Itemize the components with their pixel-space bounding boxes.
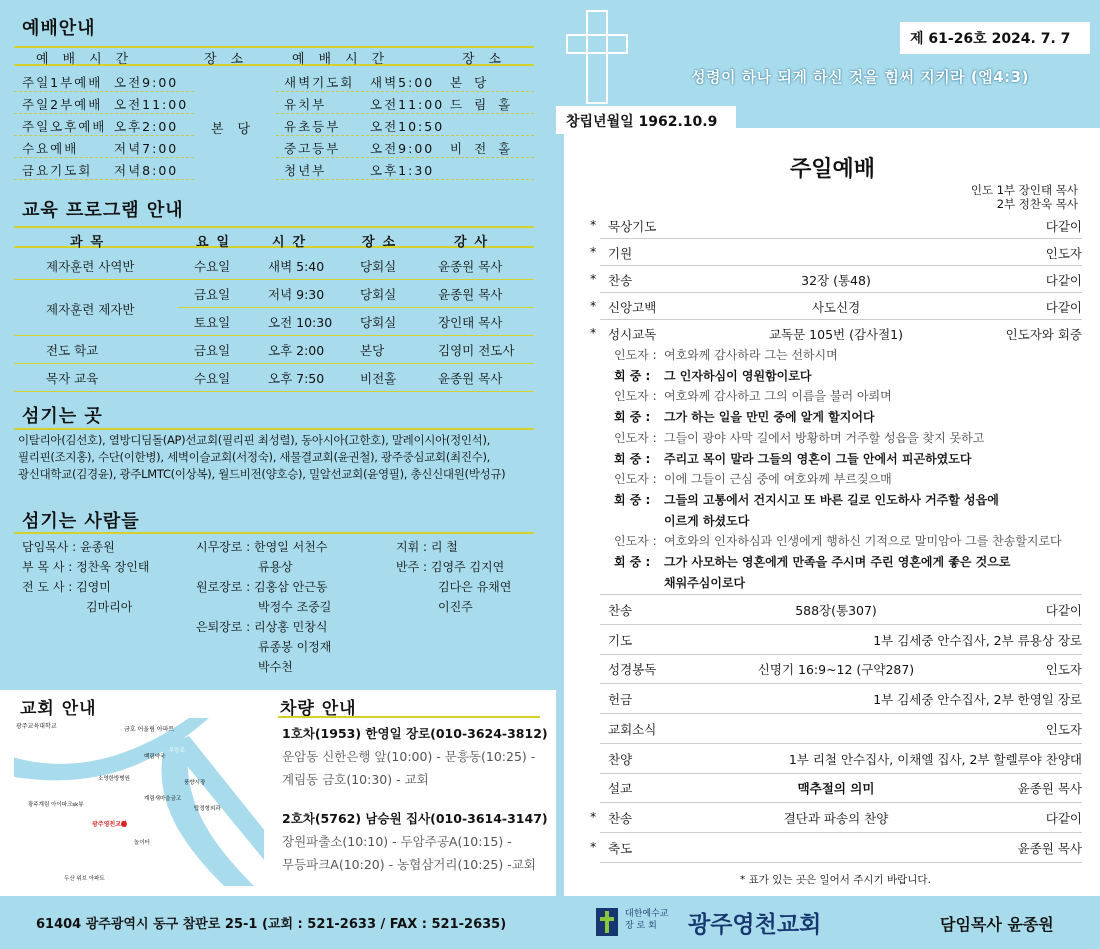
cross-icon [586,10,608,104]
item-leader: 인도자 [1045,721,1082,737]
car2-route: 장원파출소(10:10) - 두암주공A(10:15) - [282,834,512,849]
responsive-line [614,573,745,593]
worship-time: 오전11:00 [370,97,445,112]
item-divider [600,743,1082,744]
standing-mark: * [590,808,597,824]
worship-header-place2: 장소 [462,52,516,67]
edu-header-place: 장소 [362,235,404,250]
map-label: 광주계림 아이파크sk뷰 [28,802,84,808]
people-entry: 지휘 : 리 철 [396,540,458,554]
edu-header-subject: 과목 [70,235,112,250]
vehicle-rule [278,716,540,718]
denomination [625,908,668,932]
church-name: 광주영천교회 [688,912,822,938]
worship-name: 금요기도회 [22,163,93,178]
edu-subject: 전도 학교 [46,343,99,358]
item-name: 기원 [608,246,633,261]
founded-date: 창립년월일 1962.10.9 [556,106,736,134]
map-label: 탑정형외과 [194,806,221,812]
missions-line: 광신대학교(김경윤), 광주LMTC(이상복), 월드비전(양호승), 밀알선교회(윤영필), 총신신대원(박성규) [18,467,506,481]
worship-header-time: 예배시간 [36,52,143,67]
responsive-line [614,386,892,406]
edu-header-teacher: 강사 [454,235,496,250]
item-leader: 1부 리철 안수집사, 이채엘 집사, 2부 할렐루야 찬양대 [788,751,1082,767]
edu-header-time: 시간 [272,235,314,250]
missions-title: 섬기는 곳 [22,406,103,427]
worship-time: 오전9:00 [370,141,435,156]
worship-title: 예배안내 [22,18,96,39]
standing-mark: * [590,244,597,259]
map-label: 광주영천교회 [92,821,127,828]
reading-text: 이에 그들이 근심 중에 여호와께 부르짖으매 [664,472,892,487]
row-divider [276,179,534,180]
people-entry: 류종봉 이정재 [258,640,332,654]
standing-mark: * [590,838,597,854]
theme-verse: 성령이 하나 되게 하신 것을 힘써 지키라 (엡4:3) [691,68,1029,86]
speaker: 회 중 : [614,451,651,466]
edu-time: 오후 7:50 [268,371,325,386]
item-divider [600,832,1082,833]
map-label: 풍향시장 [184,780,206,786]
edu-day: 토요일 [194,315,231,330]
people-col1 [22,537,149,617]
edu-header-day: 요일 [196,235,238,250]
item-detail: 588장(통307) [795,603,877,618]
worship-name: 주일1부예배 [22,75,103,90]
edu-day: 수요일 [194,259,231,274]
worship-place: 본당 [450,75,499,90]
worship-time: 오전11:00 [114,97,189,112]
worship-name: 유치부 [284,97,327,112]
people-entry: 이진주 [438,600,473,614]
item-name: 헌금 [608,692,633,708]
education-header [14,226,534,248]
map-label: 광주교육대학교 [16,723,57,730]
car1-route: 운암동 신한은행 앞(10:00) - 문흥동(10:25) - [282,749,536,764]
responsive-line [614,469,892,489]
speaker: 인도자 : [614,430,657,445]
church-logo-icon [594,906,620,938]
map-label: 두산 위브 아파트 [64,876,105,882]
item-divider [600,238,1082,239]
worship-time: 오전10:50 [370,119,445,134]
speaker: 인도자 : [614,472,657,487]
worship-time: 오후1:30 [370,163,435,178]
map-label: 두암지구입구 [219,842,251,848]
missions-line: 이탈리아(김선호), 열방디딤돌(AP)선교회(필리핀 최성렬), 동아시아(고한호), 말레이시아(정인석), [18,433,491,447]
item-leader: 인도자 [1045,246,1082,261]
item-detail: 신명기 16:9~12 (구약287) [757,662,915,678]
worship-name: 청년부 [284,163,327,178]
people-col2 [196,537,331,677]
edu-time: 오전 10:30 [268,315,333,330]
people-entry: 반주 : 김영주 김지연 [396,560,505,574]
worship-main-place: 본당 [211,122,265,137]
worship-name: 주일오후예배 [22,119,107,134]
responsive-line [614,345,838,365]
people-col3 [396,537,511,617]
leader-line: 인도 1부 장인태 목사 [970,183,1078,197]
reading-text: 그가 하는 일을 만민 중에 알게 할지어다 [664,410,875,425]
item-divider [600,319,1082,320]
worship-name: 수요예배 [22,141,79,156]
responsive-line [614,511,749,531]
people-entry: 류용상 [258,560,293,574]
edu-teacher: 윤종원 목사 [438,287,503,302]
edu-subject: 목자 교육 [46,371,99,386]
edu-subject: 제자훈련 사역반 [46,259,135,274]
item-divider [600,624,1082,625]
edu-time: 오후 2:00 [268,343,325,358]
vehicle-info [282,722,548,876]
education-row [14,364,534,392]
car1-route: 계림동 금호(10:30) - 교회 [282,772,429,787]
people-entry: 시무장로 : 한영일 서천수 [196,540,328,554]
responsive-line [614,407,875,427]
map-label: 계림새마을금고 [144,796,182,802]
item-leader: 1부 김세중 안수집사, 2부 한영일 장로 [873,692,1082,708]
worship-row [14,158,534,180]
worship-name: 유초등부 [284,119,341,134]
reading-text: 여호와께 감사하고 그의 이름을 불러 아뢰며 [664,389,892,404]
missions-rule [14,428,534,430]
edu-time: 새벽 5:40 [268,259,325,274]
car2-head: 2호차(5762) 남승원 집사(010-3614-3147) [282,811,548,826]
row-divider [14,391,534,392]
education-row [14,280,534,317]
worship-header-time2: 예배시간 [292,52,399,67]
item-divider [600,802,1082,803]
edu-teacher: 윤종원 목사 [438,371,503,386]
edu-place: 당회실 [360,287,397,302]
worship-row [14,70,534,92]
issue-number: 제 61-26호 2024. 7. 7 [900,22,1090,54]
responsive-line [614,428,984,448]
speaker: 회 중 : [614,368,651,383]
people-entry: 박정수 조중길 [258,600,332,614]
worship-name: 주일2부예배 [22,97,103,112]
item-leader: 다같이 [1045,810,1082,826]
cross-icon-arm [566,34,628,54]
edu-teacher: 김영미 전도사 [438,343,515,358]
education-row [14,252,534,280]
reading-text: 여호와께 감사하라 그는 선하시며 [664,348,838,362]
vehicle-title: 차량 안내 [280,699,357,719]
people-entry: 원로장로 : 김홍삼 안근동 [196,580,328,594]
item-leader: 인도자 [1045,662,1082,678]
reading-text: 그가 사모하는 영혼에게 만족을 주시며 주린 영혼에게 좋은 것으로 [664,555,1011,569]
reading-text: 그들이 광야 사막 길에서 방황하며 거주할 성읍을 찾지 못하고 [664,430,985,445]
item-name: 찬송 [608,603,633,618]
item-name: 교회소식 [608,721,657,737]
item-name: 찬송 [608,810,633,826]
reading-text: 여호와의 인자하심과 인생에게 행하신 기적으로 말미암아 그를 찬송할지로다 [664,534,1062,549]
edu-place: 당회실 [360,259,397,274]
item-name: 묵상기도 [608,219,657,234]
edu-time: 저녁 9:30 [268,287,325,302]
edu-day: 금요일 [194,287,231,302]
item-name: 찬양 [608,751,633,767]
row-divider [14,179,194,180]
worship-row [14,136,534,158]
edu-place: 당회실 [360,315,397,330]
service-title: 주일예배 [790,157,876,182]
item-leader: 윤종원 목사 [1017,840,1082,856]
standing-mark: * [590,217,597,232]
item-leader: 다같이 [1045,603,1082,618]
standing-mark: * [590,298,597,313]
education-title: 교육 프로그램 안내 [22,200,184,221]
item-detail: 사도신경 [811,300,861,315]
leader-line: 2부 정찬욱 목사 [996,197,1078,211]
worship-time: 저녁8:00 [114,163,179,178]
reading-text: 채워주심이로다 [664,575,746,590]
car2-route: 무등파크A(10:20) - 농협삼거리(10:25) -교회 [282,857,536,872]
item-leader: 1부 김세중 안수집사, 2부 류용상 장로 [873,632,1082,648]
item-detail: 맥추절의 의미 [797,781,875,797]
worship-time: 새벽5:00 [370,75,435,90]
item-leader: 인도자와 회중 [1005,327,1082,342]
map-label: 소영한방병원 [98,776,130,782]
item-divider [600,683,1082,684]
item-detail: 32장 (통48) [801,273,871,288]
item-leader: 다같이 [1045,273,1082,288]
church-map [14,716,264,886]
item-leader: 다같이 [1045,219,1082,234]
worship-time: 저녁7:00 [114,141,179,156]
item-detail: 결단과 파송의 찬양 [783,810,889,826]
missions-list [18,432,538,483]
worship-name: 중고등부 [284,141,341,156]
standing-note: * 표가 있는 곳은 일어서 주시기 바랍니다. [740,874,931,886]
people-entry: 은퇴장로 : 리상홍 민창식 [196,620,328,634]
edu-teacher: 장인태 목사 [438,315,503,330]
speaker: 회 중 : [614,555,651,569]
edu-subject: 제자훈련 제자반 [46,302,135,317]
responsive-line [614,366,811,386]
map-label: 금호 어울림 아파트 [124,726,175,733]
speaker: 회 중 : [614,492,651,507]
worship-time: 오전9:00 [114,75,179,90]
item-name: 성경봉독 [608,662,657,678]
edu-day: 금요일 [194,343,231,358]
item-name: 설교 [608,781,633,797]
map-label: 무등로 [169,748,185,754]
denomination-line: 장 로 회 [625,921,657,931]
worship-name: 새벽기도회 [284,75,355,90]
item-leader: 다같이 [1045,300,1082,315]
item-divider [600,713,1082,714]
people-entry: 부 목 사 : 정찬욱 장인태 [22,560,150,574]
service-leaders [950,183,1078,211]
speaker: 인도자 : [614,348,657,362]
edu-day: 수요일 [194,371,231,386]
reading-text: 그들의 고통에서 건지시고 또 바른 길로 인도하사 거주할 성읍에 [664,492,999,507]
item-divider [600,773,1082,774]
map-label: 백림약국 [144,754,166,760]
item-detail: 교독문 105번 (감사절1) [768,327,904,342]
denomination-line: 대한예수교 [625,909,669,919]
worship-header-place: 장소 [204,52,258,67]
item-divider [600,654,1082,655]
item-name: 기도 [608,632,633,648]
standing-mark: * [590,325,597,340]
reading-text: 이르게 하셨도다 [664,513,750,528]
people-entry: 김다은 유채연 [438,580,512,594]
edu-place: 본당 [360,343,385,358]
people-rule [14,532,534,534]
item-name: 축도 [608,840,633,856]
car1-head: 1호차(1953) 한영일 장로(010-3624-3812) [282,726,548,741]
item-divider [600,265,1082,266]
people-entry: 전 도 사 : 김영미 [22,580,111,594]
worship-time: 오후2:00 [114,119,179,134]
church-address: 61404 광주광역시 동구 참판로 25-1 (교회 : 521-2633 / FAX : 521-2635) [36,917,507,932]
worship-table [14,46,534,186]
worship-place: 비전홀 [450,141,523,156]
standing-mark: * [590,271,597,286]
people-title: 섬기는 사람들 [22,511,140,532]
people-entry: 김마리아 [86,600,133,614]
worship-row [14,92,534,114]
item-divider [600,862,1082,863]
education-row [14,336,534,364]
map-label: 놀이터 [134,840,150,846]
item-name: 성시교독 [608,327,657,342]
responsive-line [614,449,971,469]
reading-text: 그 인자하심이 영원함이로다 [664,368,812,383]
item-divider [600,292,1082,293]
edu-teacher: 윤종원 목사 [438,259,503,274]
item-name: 찬송 [608,273,633,288]
people-entry: 박수천 [258,660,293,674]
speaker: 인도자 : [614,389,657,404]
worship-place: 드림홀 [450,97,523,112]
edu-place: 비전홀 [360,371,397,386]
education-row [14,308,534,336]
missions-line: 필리핀(조지홍), 수단(이한병), 세벽이슬교회(서정숙), 새물결교회(윤권철), 광주중심교회(최진수), [18,450,490,464]
item-name: 신앙고백 [608,300,657,315]
people-entry: 담임목사 : 윤종원 [22,540,115,554]
map-title: 교회 안내 [20,699,97,719]
speaker: 회 중 : [614,410,651,425]
item-leader: 윤종원 목사 [1017,781,1082,797]
worship-row [14,114,534,136]
speaker: 인도자 : [614,534,657,549]
responsive-line [614,552,1010,572]
responsive-line [614,490,999,510]
item-divider [600,594,1082,595]
responsive-line [614,531,1062,551]
reading-text: 주리고 목이 말라 그들의 영혼이 그들 안에서 피곤하였도다 [664,451,972,466]
senior-pastor: 담임목사 윤종원 [940,915,1054,934]
